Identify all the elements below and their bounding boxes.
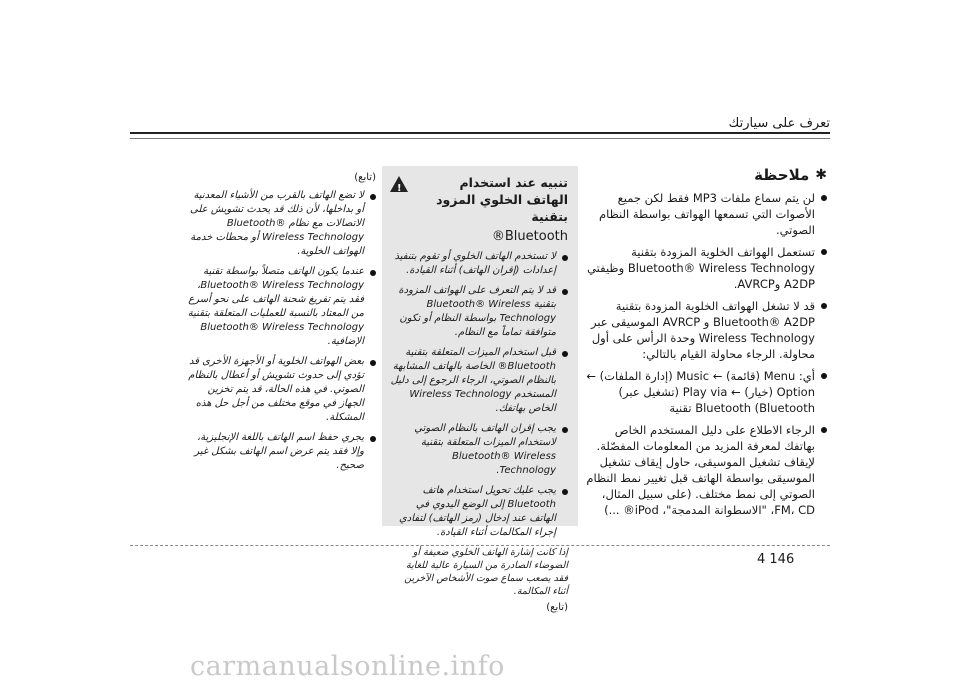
note-heading [583, 166, 827, 184]
caution-heading-label: تنبيه عند استخدام الهاتف الخلوي المزود بتقنية [436, 175, 568, 224]
note-item: الرجاء الاطلاع على دليل المستخدم الخاص بهاتفك لمعرفة المزيد من المعلومات المفصّلة. لإيقاف تشغيل الموسيقى، حاول إيقاف تشغيل الموسيقى بواسطة الهاتف قبل تغيير نمط النظام الصوتي إلى نمط مختلف. (على سبيل المثال، FM، CD، "الاسطوانة المدمجة"، iPod® ...) [583, 422, 827, 518]
caution-bluetooth-label: Bluetooth® [491, 229, 568, 244]
caution-item: يجب إقران الهاتف بالنظام الصوتي لاستخدام الميزات المتعلقة بتقنية Bluetooth® Wireless Technology. [390, 422, 568, 478]
caution-item: يجب عليك تحويل استخدام هاتف Bluetooth إلى الوضع اليدوي في الهاتف عند إدخال (رمز الهاتف) لتفادي إجراء المكالمات أثناء القيادة. [390, 484, 568, 540]
caution-item: قبل استخدام الميزات المتعلقة بتقنية Bluetooth® الخاصة بالهاتف المشابهة بالنظام الصوتي، الرجاء الرجوع إلى دليل المستخدم Wireless Technology الخاص بهاتفك. [390, 346, 568, 416]
note-item: قد لا تشغل الهواتف الخلوية المزودة بتقنية Bluetooth® A2DP و AVRCP الموسيقى عبر Wireless Technology وحدة الرأس على أول محاولة. الرجاء محاولة القيام بالتالي: [583, 298, 827, 362]
header-rule [130, 132, 830, 134]
note-item: تستعمل الهواتف الخلوية المزودة بتقنية Bluetooth® Wireless Technology وظيفتي A2DP وAVRCP. [583, 244, 827, 292]
caution-item: لا تستخدم الهاتف الخلوي أو تقوم بتنفيذ إعدادات (إقران الهاتف) أثناء القيادة. [390, 250, 568, 278]
note-column [583, 166, 827, 524]
continued-top-label: (تابع) [354, 172, 376, 183]
continuation-list [184, 189, 376, 473]
caution-box [382, 166, 578, 613]
continuation-item: يجري حفظ اسم الهاتف باللغة الإنجليزية، وإلا فقد يتم عرض اسم الهاتف بشكل غير صحيح. [184, 431, 376, 473]
caution-item: قد لا يتم التعرف على الهواتف المزودة بتقنية Bluetooth® Wireless Technology بواسطة النظام أو تكون متوافقة تماماً مع النظام. [390, 284, 568, 340]
asterisk-icon: ✱ [815, 167, 827, 183]
caution-heading [390, 174, 568, 225]
footer-rule [130, 545, 830, 546]
warning-triangle-icon: ! [390, 176, 408, 192]
continued-label: (تابع) [546, 602, 568, 613]
watermark-text: carmanualsonline.info [190, 651, 505, 682]
continuation-column [184, 166, 376, 479]
note-item: أي: Menu (قائمة) ← Music (إدارة الملفات) ← Option (خيار) ← Play via (تشغيل عبر) Bluetooth (Bluetooth تقنية [583, 368, 827, 416]
note-item: لن يتم سماع ملفات MP3 فقط لكن جميع الأصوات التي تسمعها الهواتف بواسطة النظام الصوتي. [583, 190, 827, 238]
caution-extra: إذا كانت إشارة الهاتف الخلوي ضعيفة أو الضوضاء الصادرة من السيارة عالية للغاية فقد يصعب سماع صوت الأشخاص الآخرين أثناء المكالمة. [404, 547, 568, 597]
page-header-title: تعرف على سيارتك [728, 116, 830, 131]
continuation-item: عندما يكون الهاتف متصلاً بواسطة تقنية Bluetooth® Wireless Technology، فقد يتم تفريغ شحنة الهاتف على نحو أسرع من المعتاد بالنسبة للعمليات المتعلقة بتقنية Bluetooth® Wireless Technology الإضافية. [184, 265, 376, 349]
caution-list [390, 250, 568, 540]
continuation-item: بعض الهواتف الخلوية أو الأجهزة الأخرى قد تؤدي إلى حدوث تشويش أو أعطال بالنظام الصوتي. في هذه الحالة، قد يتم تخزين الجهاز في موقع مختلف من أجل حل هذه المشكلة. [184, 355, 376, 425]
page-number: 4 146 [757, 552, 795, 567]
note-list [583, 190, 827, 518]
note-heading-label: ملاحظة [754, 166, 810, 184]
header-rule-thin [130, 138, 830, 139]
continuation-item: لا تضع الهاتف بالقرب من الأشياء المعدنية أو بداخلها، لأن ذلك قد يحدث تشويش على الاتصالات مع نظام Bluetooth® Wireless Technology أو محطات خدمة الهواتف الخلوية. [184, 189, 376, 259]
